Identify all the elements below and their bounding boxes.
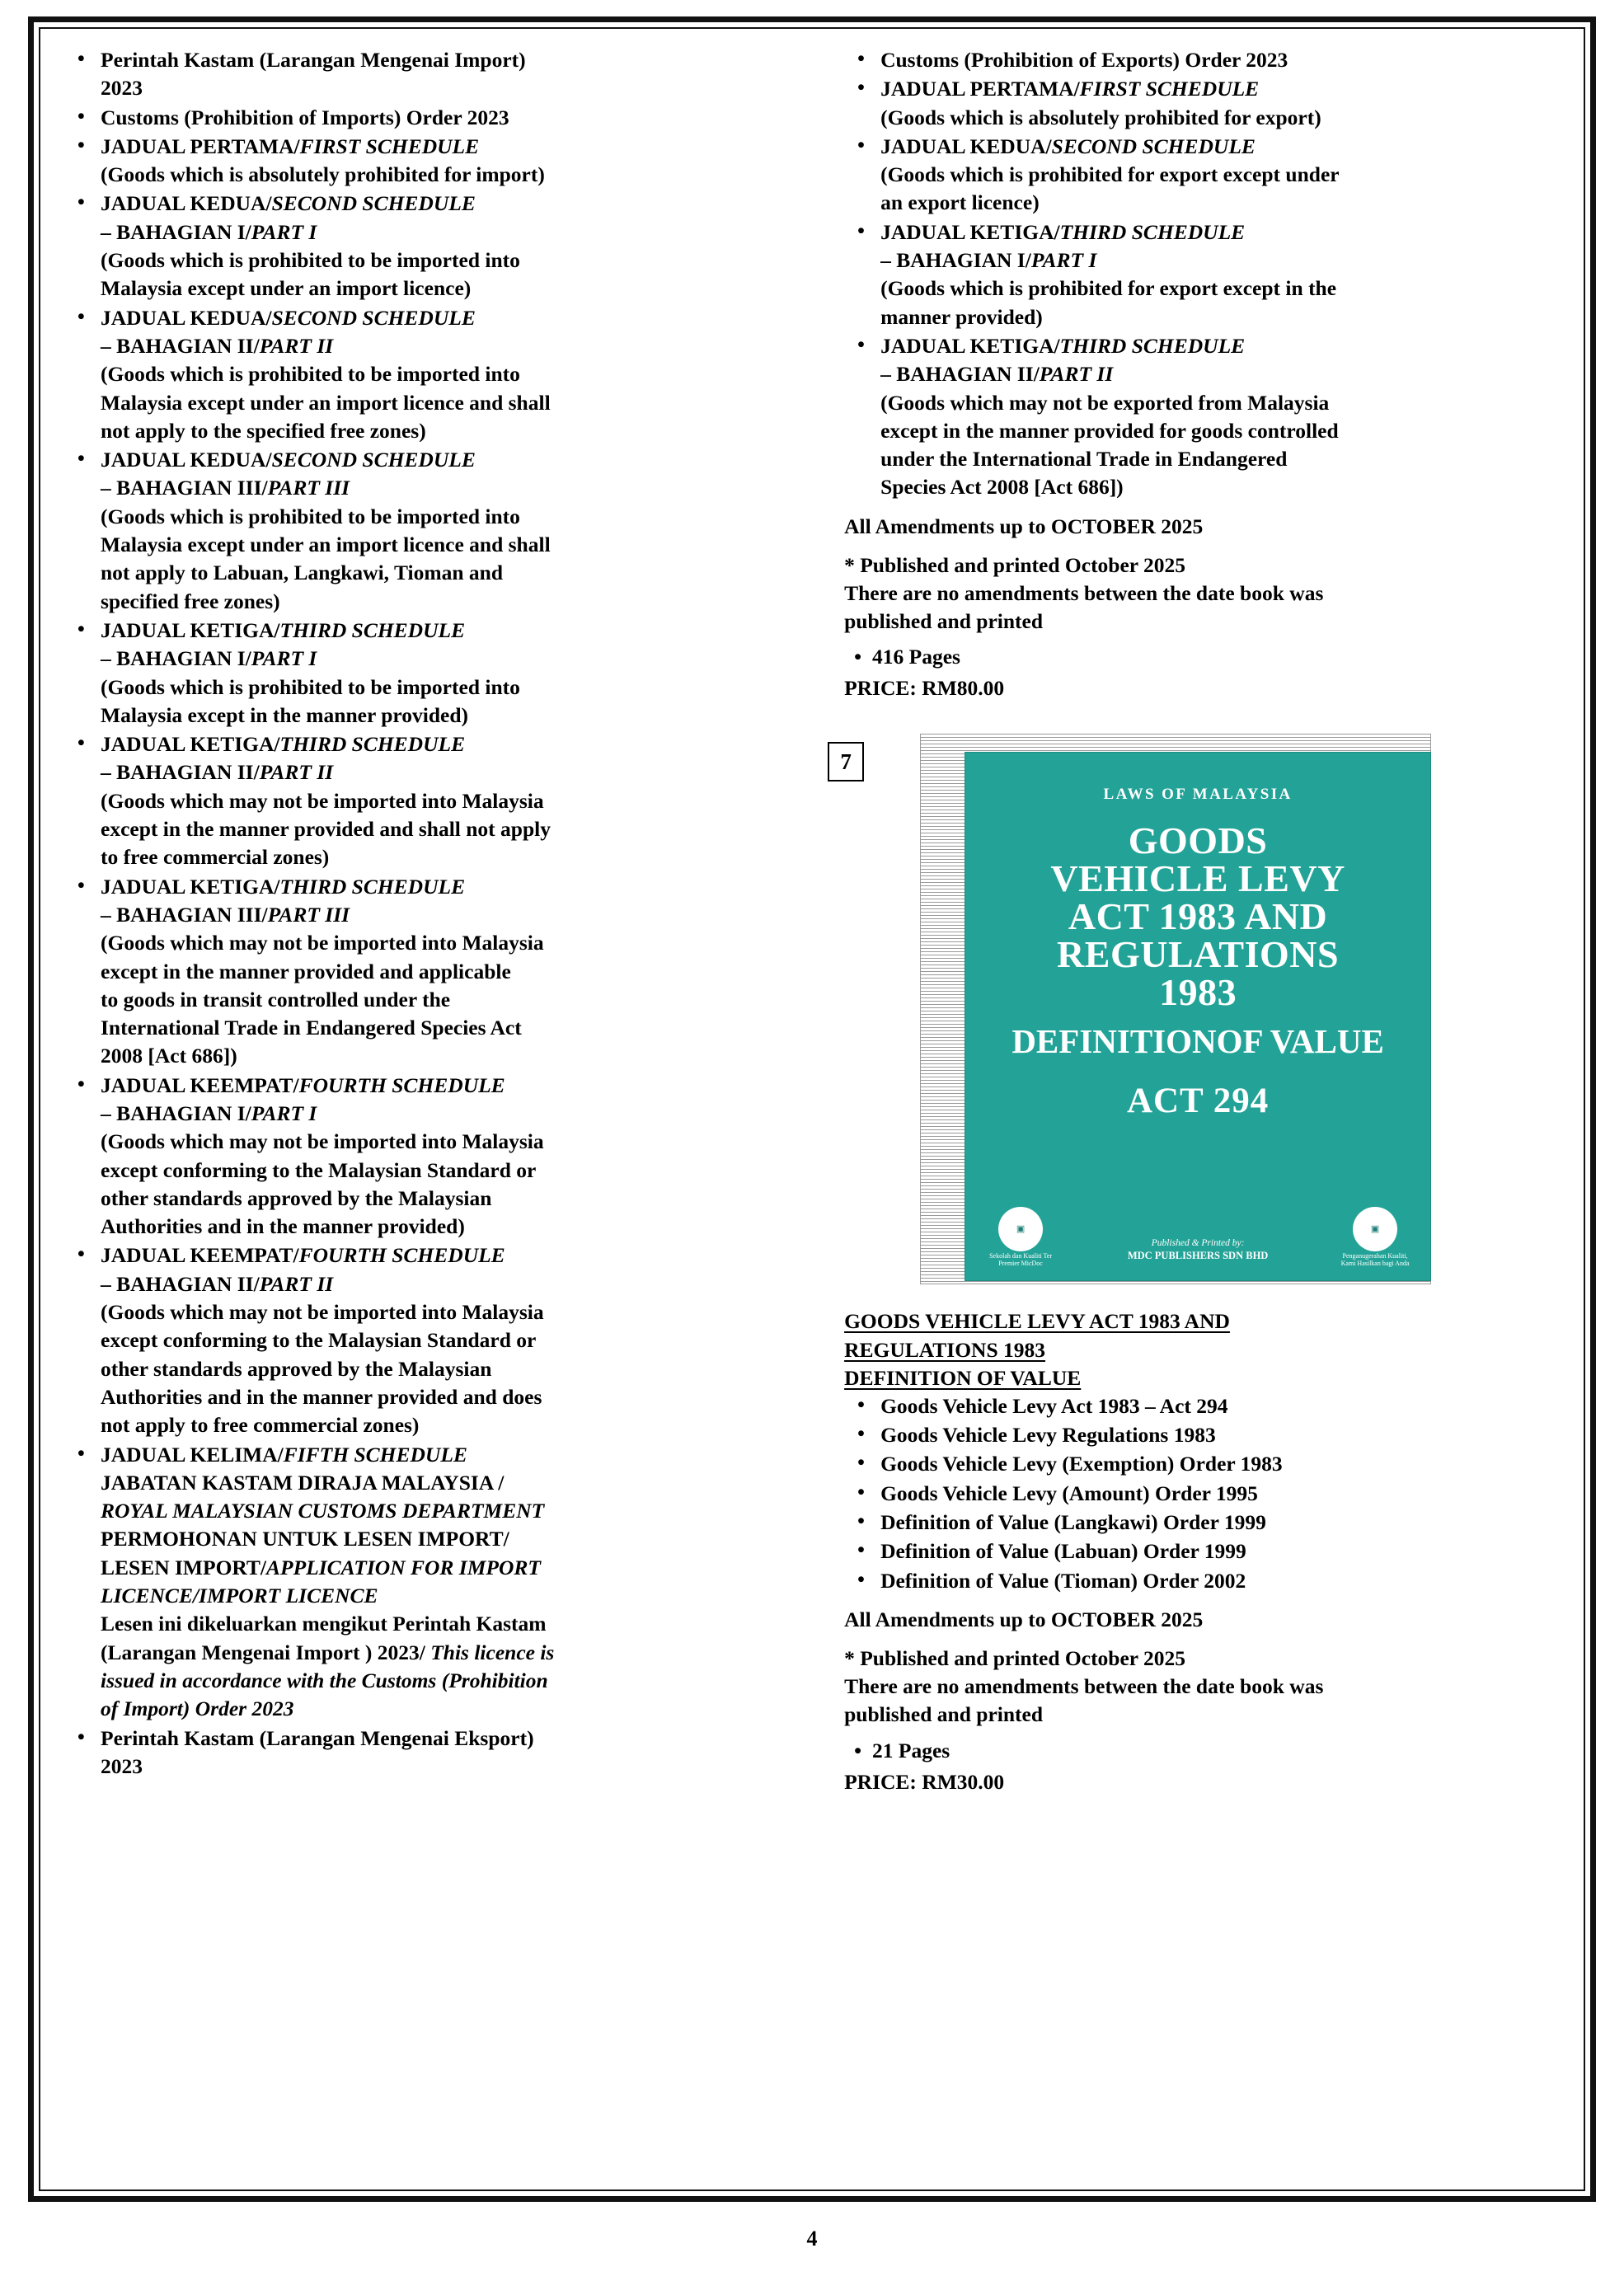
cover-publisher-label: Published & Printed by: — [1151, 1238, 1245, 1249]
published-note: * Published and printed October 2025 — [844, 552, 1186, 577]
no-amendments-note-line1: There are no amendments between the date book was — [844, 581, 1324, 606]
list-item: • JADUAL PERTAMA/FIRST SCHEDULE (Goods which is absolutely prohibited for export) — [844, 75, 1560, 132]
list-item: • Goods Vehicle Levy Regulations 1983 — [844, 1421, 1560, 1449]
list-item: • JADUAL KELIMA/FIFTH SCHEDULE JABATAN KASTAM DIRAJA MALAYSIA / ROYAL MALAYSIAN CUSTOMS DEPARTMENT PERMOHONAN UNTUK LESEN IMPORT/ LESEN IMPORT/APPLICATION FOR IMPORT LICENCE/IMPORT LICENCE Lesen ini dikeluarkan mengikut Perintah Kastam (Larangan Mengenai Import ) 2023/ This licence is issued in accordance with the Customs (Prohibition of Import) Order 2023 — [64, 1441, 775, 1724]
cover-subtitle-line: OF VALUE — [1216, 1022, 1384, 1061]
book-title — [844, 1307, 1560, 1392]
left-column — [64, 46, 793, 2174]
list-item: • JADUAL KETIGA/THIRD SCHEDULE – BAHAGIAN I/PART I (Goods which is prohibited to be imported into Malaysia except in the manner provided) — [64, 617, 775, 730]
book-no-amendments-line2: published and printed — [844, 1702, 1044, 1727]
cover-subtitle — [965, 1022, 1430, 1061]
list-item: • Goods Vehicle Levy (Exemption) Order 1983 — [844, 1450, 1560, 1478]
book-entry — [840, 734, 1560, 1794]
cover-footer — [965, 1207, 1430, 1268]
list-item: • JADUAL KETIGA/THIRD SCHEDULE – BAHAGIAN I/PART I (Goods which is prohibited for export except in the manner provided) — [844, 218, 1560, 331]
cover-title-line: 1983 — [1159, 971, 1237, 1014]
cover-left-seal-group — [983, 1207, 1058, 1268]
list-item: • Customs (Prohibition of Exports) Order 2023 — [844, 46, 1560, 74]
book-no-amendments-line1: There are no amendments between the date book was — [844, 1674, 1324, 1699]
price-label: PRICE: RM80.00 — [844, 676, 1005, 701]
book-published-note: * Published and printed October 2025 — [844, 1646, 1186, 1671]
book-front-cover — [965, 752, 1431, 1281]
cover-title-line: ACT 1983 AND — [1068, 895, 1328, 938]
cover-title — [965, 819, 1430, 1014]
cover-title-line: VEHICLE LEVY — [1050, 857, 1345, 900]
cover-act-number: ACT 294 — [1126, 1082, 1270, 1121]
no-amendments-note-line2: published and printed — [844, 609, 1044, 634]
list-item: • JADUAL KEEMPAT/FOURTH SCHEDULE – BAHAGIAN II/PART II (Goods which may not be imported into Malaysia except conforming to the Malaysian Standard or other standards approved by the Malaysian Authorities and in the manner provided and does not apply to free commercial zones) — [64, 1241, 775, 1439]
award-seal-icon: ▣ — [1353, 1207, 1397, 1251]
book-title-line: GOODS VEHICLE LEVY ACT 1983 AND — [844, 1309, 1230, 1334]
book-title-line: DEFINITION OF VALUE — [844, 1365, 1082, 1390]
list-item: • Goods Vehicle Levy Act 1983 – Act 294 — [844, 1392, 1560, 1420]
cover-right-seal-group — [1338, 1207, 1412, 1268]
cover-subtitle-line: DEFINITION — [1011, 1022, 1217, 1061]
cover-title-line: REGULATIONS — [1057, 933, 1340, 976]
list-item: • JADUAL PERTAMA/FIRST SCHEDULE (Goods which is absolutely prohibited for import) — [64, 133, 775, 190]
list-item: • Definition of Value (Labuan) Order 1999 — [844, 1537, 1560, 1565]
book-cover-image — [920, 734, 1431, 1286]
list-item: • Customs (Prohibition of Imports) Order 2023 — [64, 104, 775, 132]
right-column-bullet-list — [844, 46, 1560, 502]
book-amendments-note: All Amendments up to OCTOBER 2025 — [844, 1607, 1204, 1631]
list-item: • JADUAL KEEMPAT/FOURTH SCHEDULE – BAHAGIAN I/PART I (Goods which may not be imported into Malaysia except conforming to the Malaysian Standard or other standards approved by the Malaysian Authorities and in the manner provided) — [64, 1072, 775, 1241]
list-item: • Goods Vehicle Levy (Amount) Order 1995 — [844, 1480, 1560, 1508]
cover-right-seal-caption: Penganugerahan Kualiti, Kami Hasilkan bagi Anda — [1340, 1251, 1410, 1267]
right-column — [831, 46, 1560, 2174]
certification-seal-icon: ▣ — [998, 1207, 1043, 1251]
list-item: • JADUAL KETIGA/THIRD SCHEDULE – BAHAGIAN III/PART III (Goods which may not be imported into Malaysia except in the manner provided and applicable to goods in transit controlled under the International Trade in Endangered Species Act 2008 [Act 686]) — [64, 873, 775, 1071]
cover-title-line: GOODS — [1128, 819, 1268, 862]
list-item: • JADUAL KEDUA/SECOND SCHEDULE – BAHAGIAN II/PART II (Goods which is prohibited to be imported into Malaysia except under an import licence and shall not apply to the specified free zones) — [64, 304, 775, 445]
list-item: • Definition of Value (Tioman) Order 2002 — [844, 1567, 1560, 1595]
list-item: • Perintah Kastam (Larangan Mengenai Import) 2023 — [64, 46, 775, 103]
list-item: • JADUAL KEDUA/SECOND SCHEDULE – BAHAGIAN III/PART III (Goods which is prohibited to be imported into Malaysia except under an import licence and shall not apply to Labuan, Langkawi, Tioman and specified free zones) — [64, 446, 775, 616]
list-item: • JADUAL KETIGA/THIRD SCHEDULE – BAHAGIAN II/PART II (Goods which may not be imported into Malaysia except in the manner provided and shall not apply to free commercial zones) — [64, 730, 775, 871]
list-item: • JADUAL KEDUA/SECOND SCHEDULE (Goods which is prohibited for export except under an export licence) — [844, 133, 1560, 218]
cover-publisher-info — [1058, 1237, 1338, 1267]
page-count: • 416 Pages — [844, 645, 1560, 669]
book-title-line: REGULATIONS 1983 — [844, 1337, 1046, 1362]
book-contents-list — [844, 1392, 1560, 1595]
book-page-count: • 21 Pages — [844, 1739, 1560, 1763]
cover-left-seal-caption: Sekolah dan Kualiti Ter Premier MicDoc — [989, 1251, 1053, 1267]
list-item: • JADUAL KETIGA/THIRD SCHEDULE – BAHAGIAN II/PART II (Goods which may not be exported from Malaysia except in the manner provided for goods controlled under the International Trade in Endangered Species Act 2008 [Act 686]) — [844, 332, 1560, 502]
page-number: 4 — [806, 2227, 818, 2250]
list-item: • JADUAL KEDUA/SECOND SCHEDULE – BAHAGIAN I/PART I (Goods which is prohibited to be imported into Malaysia except under an import licence) — [64, 190, 775, 303]
list-item: • Definition of Value (Langkawi) Order 1999 — [844, 1509, 1560, 1537]
amendments-note: All Amendments up to OCTOBER 2025 — [844, 514, 1204, 538]
cover-publisher-name: MDC PUBLISHERS SDN BHD — [1127, 1249, 1269, 1261]
page-content — [64, 46, 1560, 2174]
item-number-badge: 7 — [828, 742, 864, 781]
book-price-label: PRICE: RM30.00 — [844, 1769, 1005, 1794]
left-column-bullet-list — [64, 46, 775, 1781]
cover-top-label: LAWS OF MALAYSIA — [1103, 786, 1293, 804]
list-item: • Perintah Kastam (Larangan Mengenai Eksport) 2023 — [64, 1725, 775, 1781]
